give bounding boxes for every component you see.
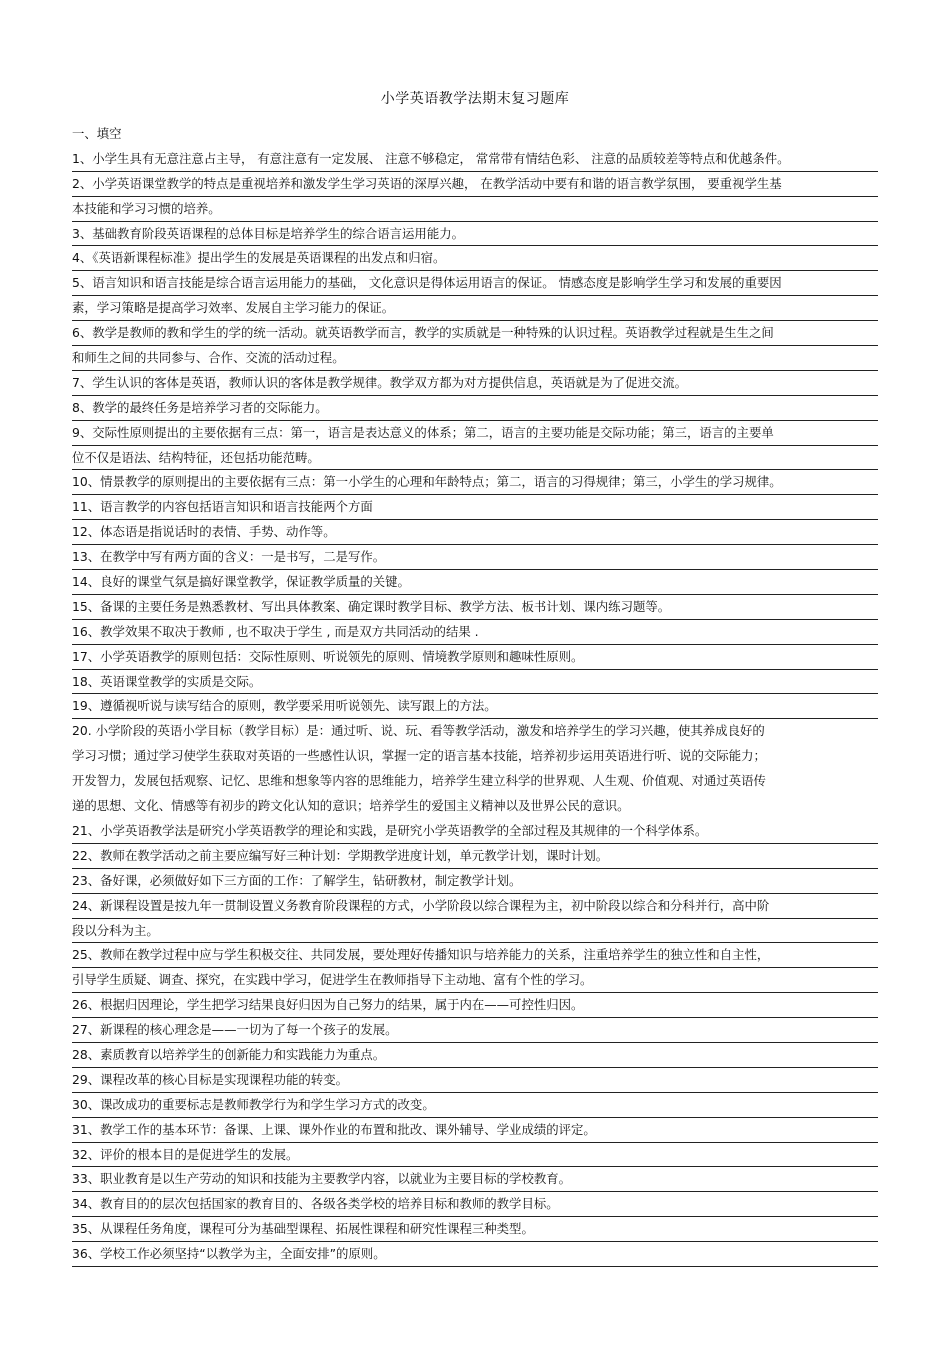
question-line: 10、情景教学的原则提出的主要依据有三点：第一小学生的心理和年龄特点；第二，语言的习得规律；第三，小学生的学习规律。 [72,470,878,495]
question-line: 27、新课程的核心理念是——一切为了每一个孩子的发展。 [72,1018,878,1043]
question-line: 16、教学效果不取决于教师 , 也不取决于学生 , 而是双方共同活动的结果 . [72,620,878,645]
question-line: 12、体态语是指说话时的表情、手势、动作等。 [72,520,878,545]
question-line: 32、评价的根本目的是促进学生的发展。 [72,1143,878,1168]
question-line: 7、学生认识的客体是英语，教师认识的客体是教学规律。教学双方都为对方提供信息，英语就是为了促进交流。 [72,371,878,396]
question-line: 引导学生质疑、调查、探究，在实践中学习，促进学生在教师指导下主动地、富有个性的学习。 [72,968,878,993]
question-line: 29、课程改革的核心目标是实现课程功能的转变。 [72,1068,878,1093]
question-line: 8、教学的最终任务是培养学习者的交际能力。 [72,396,878,421]
question-line: 14、良好的课堂气氛是搞好课堂教学，保证教学质量的关键。 [72,570,878,595]
question-line: 22、教师在教学活动之前主要应编写好三种计划：学期教学进度计划，单元教学计划，课时计划。 [72,844,878,869]
question-line: 素，学习策略是提高学习效率、发展自主学习能力的保证。 [72,296,878,321]
question-line: 学习习惯；通过学习使学生获取对英语的一些感性认识，掌握一定的语言基本技能，培养初步运用英语进行听、说的交际能力； [72,748,766,764]
question-line: 33、职业教育是以生产劳动的知识和技能为主要教学内容，以就业为主要目标的学校教育。 [72,1167,878,1192]
question-line: 18、英语课堂教学的实质是交际。 [72,670,878,695]
question-line: 15、备课的主要任务是熟悉教材、写出具体教案、确定课时教学目标、教学方法、板书计划、课内练习题等。 [72,595,878,620]
question-line: 位不仅是语法、结构特征，还包括功能范畴。 [72,446,878,471]
question-line: 6、教学是教师的教和学生的学的统一活动。就英语教学而言，教学的实质就是一种特殊的认识过程。英语教学过程就是生生之间 [72,321,878,346]
question-line: 34、教育目的的层次包括国家的教育目的、各级各类学校的培养目标和教师的教学目标。 [72,1192,878,1217]
question-line: 本技能和学习习惯的培养。 [72,197,878,222]
question-line: 段以分科为主。 [72,919,878,944]
question-line: 9、交际性原则提出的主要依据有三点：第一，语言是表达意义的体系；第二，语言的主要功能是交际功能；第三，语言的主要单 [72,421,878,446]
question-list [72,122,878,1267]
question-line: 17、小学英语教学的原则包括：交际性原则、听说领先的原则、情境教学原则和趣味性原则。 [72,645,878,670]
question-line: 1、小学生具有无意注意占主导， 有意注意有一定发展、 注意不够稳定， 常常带有情结色彩、 注意的品质较差等特点和优越条件。 [72,147,878,172]
question-line: 5、语言知识和语言技能是综合语言运用能力的基础， 文化意识是得体运用语言的保证。 情感态度是影响学生学习和发展的重要因 [72,271,878,296]
question-line: 19、遵循视听说与读写结合的原则，教学要采用听说领先、读写跟上的方法。 [72,694,878,719]
question-line: 11、语言教学的内容包括语言知识和语言技能两个方面 [72,495,878,520]
question-line: 3、基础教育阶段英语课程的总体目标是培养学生的综合语言运用能力。 [72,222,878,247]
question-line: 24、新课程设置是按九年一贯制设置义务教育阶段课程的方式，小学阶段以综合课程为主，初中阶段以综合和分科并行，高中阶 [72,894,878,919]
document-title: 小学英语教学法期末复习题库 [380,91,570,107]
question-line: 30、课改成功的重要标志是教师教学行为和学生学习方式的改变。 [72,1093,878,1118]
question-line: 2、小学英语课堂教学的特点是重视培养和激发学生学习英语的深厚兴趣， 在教学活动中要有和谐的语言教学氛围， 要重视学生基 [72,172,878,197]
question-line: 20. 小学阶段的英语小学目标（教学目标）是：通过听、说、玩、看等教学活动，激发和培养学生的学习兴趣，使其养成良好的 [72,723,765,739]
question-line: 28、素质教育以培养学生的创新能力和实践能力为重点。 [72,1043,878,1068]
question-line: 和师生之间的共同参与、合作、交流的活动过程。 [72,346,878,371]
question-line: 31、教学工作的基本环节：备课、上课、课外作业的布置和批改、课外辅导、学业成绩的评定。 [72,1118,878,1143]
question-line: 26、根据归因理论，学生把学习结果良好归因为自己努力的结果，属于内在——可控性归因。 [72,993,878,1018]
question-line: 13、在教学中写有两方面的含义：一是书写，二是写作。 [72,545,878,570]
section-heading: 一、填空 [72,126,122,141]
question-line: 递的思想、文化、情感等有初步的跨文化认知的意识；培养学生的爱国主义精神以及世界公民的意识。 [72,798,630,814]
question-line: 35、从课程任务角度，课程可分为基础型课程、拓展性课程和研究性课程三种类型。 [72,1217,878,1242]
question-line: 开发智力，发展包括观察、记忆、思维和想象等内容的思维能力，培养学生建立科学的世界观、人生观、价值观、对通过英语传 [72,773,766,789]
question-line: 36、学校工作必须坚持“以教学为主，全面安排”的原则。 [72,1242,878,1267]
question-line: 25、教师在教学过程中应与学生积极交往、共同发展，要处理好传播知识与培养能力的关系，注重培养学生的独立性和自主性， [72,943,878,968]
question-line: 21、小学英语教学法是研究小学英语教学的理论和实践，是研究小学英语教学的全部过程及其规律的一个科学体系。 [72,819,878,844]
question-line: 4、《英语新课程标准》提出学生的发展是英语课程的出发点和归宿。 [72,246,878,271]
question-line: 23、备好课，必须做好如下三方面的工作：了解学生，钻研教材，制定教学计划。 [72,869,878,894]
